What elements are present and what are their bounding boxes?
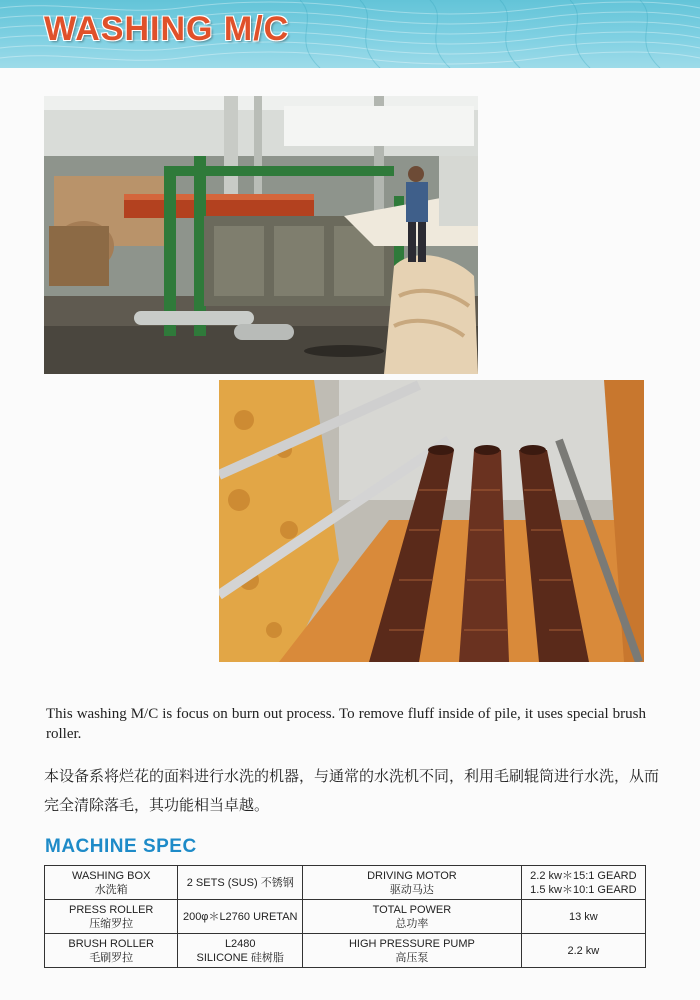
spec-item-cn: 水洗箱 bbox=[94, 883, 128, 896]
brush-roller-closeup-photo bbox=[219, 380, 644, 662]
english-description: This washing M/C is focus on burn out process. To remove fluff inside of pile, it uses special brush roller. bbox=[46, 706, 646, 742]
spec-item-cn: 驱动马达 bbox=[389, 883, 434, 896]
spec-item-cn: 毛刷罗拉 bbox=[89, 951, 134, 964]
spec-value-cell bbox=[178, 934, 303, 968]
table-row bbox=[45, 866, 646, 900]
machine-spec-heading: MACHINE SPEC bbox=[45, 836, 197, 857]
spec-item-cell bbox=[45, 900, 178, 934]
spec-value-line: 2 SETS (SUS) 不锈钢 bbox=[186, 876, 294, 889]
header-band bbox=[0, 0, 700, 68]
machine-spec-table bbox=[44, 865, 646, 968]
spec-value-line: 2.2 kw＊15:1 GEARD bbox=[530, 869, 637, 882]
spec-item-en: TOTAL POWER bbox=[372, 903, 452, 916]
page-title: WASHING M/C bbox=[44, 10, 290, 48]
spec-item-en: BRUSH ROLLER bbox=[68, 937, 154, 950]
spec-value-cell bbox=[521, 900, 645, 934]
chinese-description-line-2: 完全清除落毛，其功能相当卓越。 bbox=[44, 796, 270, 814]
spec-value-line: L2480 bbox=[224, 937, 256, 950]
spec-item-en: DRIVING MOTOR bbox=[367, 869, 457, 882]
chinese-description-line-1: 本设备系将烂花的面料进行水洗的机器，与通常的水洗机不同，利用毛刷辊筒进行水洗，从而 bbox=[44, 767, 660, 785]
table-row bbox=[45, 900, 646, 934]
spec-item-cn: 总功率 bbox=[395, 917, 429, 930]
spec-item-cn: 高压泵 bbox=[395, 951, 429, 964]
spec-value-line: SILICONE 硅树脂 bbox=[196, 951, 284, 964]
factory-washing-machine-photo bbox=[44, 96, 478, 374]
spec-item-cell bbox=[303, 900, 522, 934]
spec-item-en: HIGH PRESSURE PUMP bbox=[348, 937, 475, 950]
spec-value-line: 13 kw bbox=[568, 910, 598, 923]
table-row bbox=[45, 934, 646, 968]
spec-item-cn: 压缩罗拉 bbox=[89, 917, 134, 930]
spec-item-cell bbox=[303, 934, 522, 968]
spec-item-cell bbox=[303, 866, 522, 900]
spec-value-line: 200φ＊L2760 URETAN bbox=[182, 910, 298, 923]
spec-value-line: 2.2 kw bbox=[567, 944, 600, 957]
spec-item-en: PRESS ROLLER bbox=[69, 903, 154, 916]
spec-item-en: WASHING BOX bbox=[71, 869, 151, 882]
chinese-description bbox=[44, 762, 664, 820]
spec-value-cell bbox=[521, 866, 645, 900]
spec-value-line: 1.5 kw＊10:1 GEARD bbox=[530, 883, 637, 896]
spec-item-cell bbox=[45, 934, 178, 968]
spec-item-cell bbox=[45, 866, 178, 900]
spec-value-cell bbox=[178, 866, 303, 900]
spec-value-cell bbox=[178, 900, 303, 934]
spec-value-cell bbox=[521, 934, 645, 968]
